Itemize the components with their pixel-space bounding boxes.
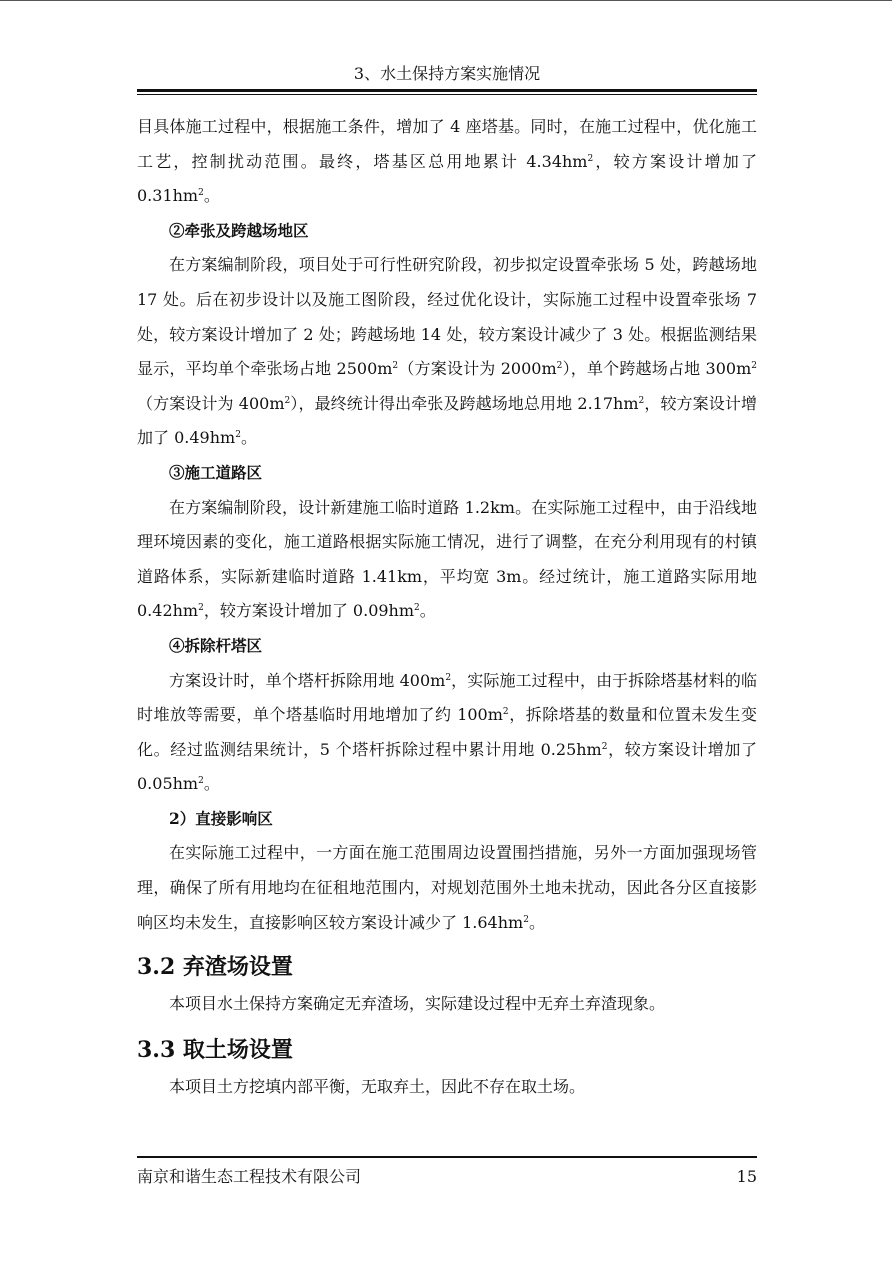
section-heading-3-2: 3.2 弃渣场设置	[137, 954, 293, 981]
text-run: ，拆除塔基的数量和位置未发生变化。经过监测结果统计，5 个塔杆拆除过程中累计用地 0.25hm	[137, 705, 757, 759]
superscript: 2	[601, 741, 608, 752]
text-run: 。	[203, 186, 220, 206]
text-run: ，较方案设计增加了 0.05hm	[137, 739, 763, 794]
superscript: 2	[638, 395, 645, 406]
paragraph	[137, 491, 763, 629]
superscript: 2	[751, 361, 757, 372]
text-run: 。	[203, 774, 220, 794]
superscript: 2	[235, 430, 241, 441]
section-heading-3-3: 3.3 取土场设置	[137, 1036, 293, 1063]
text-run: ，较方案设计增加了 0.09hm	[203, 601, 415, 621]
body-content	[137, 110, 763, 1104]
text-run: ，较方案设计增加了 0.31hm	[137, 151, 763, 206]
text-run: ，实际施工过程中，由于拆除塔基材料的临时堆放等需要，单个塔基临时用地增加了约 100m	[137, 670, 757, 725]
superscript: 2	[198, 188, 204, 199]
text-run: ），最终统计得出牵张及跨越场地总用地 2.17hm	[290, 393, 639, 413]
header-rule-thick	[137, 89, 757, 92]
text-run: 。	[419, 601, 436, 621]
paragraph	[137, 987, 757, 1022]
running-header: 3、水土保持方案实施情况	[353, 64, 541, 83]
subheading: 2）直接影响区	[169, 808, 273, 828]
superscript: 2	[284, 395, 291, 406]
superscript: 2	[198, 776, 204, 787]
paragraph	[137, 664, 763, 802]
text-run: 在实际施工过程中，一方面在施工范围周边设置围挡措施，另外一方面加强现场管理，确保了所有用地均在征租地范围内，对规划范围外土地未扰动，因此各分区直接影响区均未发生，直接影响区较方案设计减少了 1.64hm	[137, 843, 757, 932]
text-run: （方案设计为 2000m	[398, 359, 557, 379]
paragraph	[137, 110, 763, 214]
text-run: 。	[240, 428, 257, 448]
superscript: 2	[587, 153, 594, 164]
header-rule-thin	[137, 94, 757, 95]
text-run: 本项目土方挖填内部平衡，无取弃土，因此不存在取土场。	[169, 1076, 586, 1096]
superscript: 2	[556, 361, 563, 372]
subheading: ②牵张及跨越场地区	[169, 220, 309, 240]
text-run: 。	[528, 912, 545, 932]
subheading: ③施工道路区	[169, 462, 263, 482]
text-run: 目具体施工过程中，根据施工条件，增加了 4 座塔基。同时，在施工过程中，优化施工工艺，控制扰动范围。最终，塔基区总用地累计 4.34hm	[137, 117, 757, 171]
text-run: 在方案编制阶段，设计新建施工临时道路 1.2km。在实际施工过程中，由于沿线地理环境因素的变化，施工道路根据实际施工情况，进行了调整，在充分利用现有的村镇道路体系，实际新建临时道路 1.41km，平均宽 3m。经过统计，施工道路实际用地 0.42hm	[137, 497, 763, 621]
footer-rule	[137, 1156, 757, 1158]
page-number: 15	[736, 1167, 757, 1186]
footer-company: 南京和谐生态工程技术有限公司	[137, 1167, 362, 1186]
paragraph	[137, 836, 757, 940]
text-run: ，较方案设计增加了 0.49hm	[137, 393, 757, 448]
superscript: 2	[523, 914, 529, 925]
text-run: 本项目水土保持方案确定无弃渣场，实际建设过程中无弃土弃渣现象。	[169, 994, 666, 1014]
text-run: 方案设计时，单个塔杆拆除用地 400m	[169, 670, 446, 690]
text-run: 在方案编制阶段，项目处于可行性研究阶段，初步拟定设置牵张场 5 处，跨越场地 17 处。后在初步设计以及施工图阶段，经过优化设计，实际施工过程中设置牵张场 7 处，较方案设计增加了 2 处；跨越场地 14 处，较方案设计减少了 3 处。根据监测结果显示，平均单个牵张场占地 2500m	[137, 255, 763, 379]
superscript: 2	[445, 672, 452, 683]
paragraph	[137, 248, 763, 456]
superscript: 2	[392, 361, 399, 372]
page-top-border	[0, 0, 892, 1]
paragraph	[137, 1070, 757, 1105]
subheading: ④拆除杆塔区	[169, 635, 263, 655]
superscript: 2	[198, 603, 204, 614]
superscript: 2	[414, 603, 420, 614]
superscript: 2	[502, 707, 509, 718]
text-run: ），单个跨越场占地 300m	[562, 359, 752, 379]
text-run: （方案设计为 400m	[137, 393, 285, 413]
